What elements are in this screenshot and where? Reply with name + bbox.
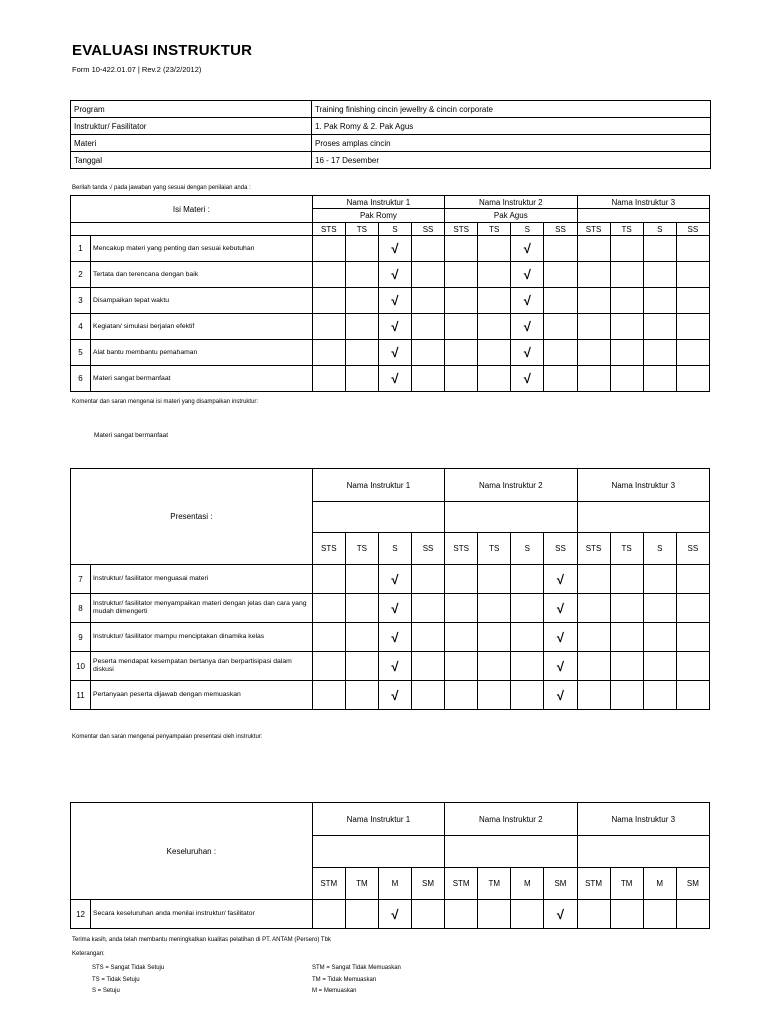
scale-header: SM — [544, 868, 577, 900]
rating-cell[interactable] — [511, 565, 544, 594]
instructor-2-header: Nama Instruktur 2 — [445, 803, 577, 836]
rating-cell[interactable] — [511, 652, 544, 681]
instructor-1-header: Nama Instruktur 1 — [312, 469, 444, 502]
scale-header: SS — [676, 223, 709, 236]
instructor-3-header: Nama Instruktur 3 — [577, 803, 710, 836]
rating-cell[interactable] — [511, 314, 544, 340]
rating-cell[interactable] — [312, 681, 345, 710]
rating-cell[interactable] — [676, 565, 709, 594]
rating-cell[interactable] — [445, 594, 478, 623]
rating-cell[interactable] — [643, 366, 676, 392]
item-number: 3 — [71, 288, 91, 314]
info-label: Program — [71, 101, 312, 118]
check-mark-icon: √ — [556, 687, 565, 703]
rating-cell[interactable] — [445, 366, 478, 392]
instructor-2-header: Nama Instruktur 2 — [445, 469, 577, 502]
check-mark-icon: √ — [391, 267, 399, 282]
item-row — [71, 288, 710, 314]
item-text: Kegiatan/ simulasi berjalan efektif — [91, 314, 313, 340]
rating-cell[interactable] — [643, 900, 676, 929]
check-mark-icon: √ — [523, 293, 531, 308]
rating-cell[interactable] — [312, 565, 345, 594]
rating-cell[interactable] — [577, 366, 610, 392]
rating-cell[interactable] — [478, 236, 511, 262]
rating-cell[interactable] — [445, 900, 478, 929]
scale-header: STS — [577, 533, 610, 565]
scale-header: SS — [412, 223, 445, 236]
rating-cell[interactable] — [378, 366, 411, 392]
item-text: Instruktur/ fasilitator mampu menciptakan dinamika kelas — [91, 623, 313, 652]
rating-cell[interactable] — [412, 681, 445, 710]
scale-header: TS — [610, 533, 643, 565]
rating-cell[interactable] — [511, 340, 544, 366]
scale-header: STM — [445, 868, 478, 900]
rating-cell[interactable] — [345, 288, 378, 314]
scale-header: STS — [577, 223, 610, 236]
scale-header: SS — [412, 533, 445, 565]
rating-cell[interactable] — [412, 623, 445, 652]
rating-cell[interactable] — [378, 314, 411, 340]
presentasi-table — [70, 468, 710, 710]
rating-cell[interactable] — [577, 288, 610, 314]
item-number: 2 — [71, 262, 91, 288]
legend-item: STS = Sangat Tidak Setuju — [92, 965, 165, 971]
check-mark-icon: √ — [523, 319, 531, 334]
rating-cell[interactable] — [643, 340, 676, 366]
rating-cell[interactable] — [511, 288, 544, 314]
rating-cell[interactable] — [445, 262, 478, 288]
check-mark-icon: √ — [523, 345, 531, 360]
rating-cell[interactable] — [478, 900, 511, 929]
rating-cell[interactable] — [676, 652, 709, 681]
rating-cell[interactable] — [511, 262, 544, 288]
rating-cell[interactable] — [312, 623, 345, 652]
rating-cell[interactable] — [312, 340, 345, 366]
check-mark-icon: √ — [556, 658, 565, 674]
rating-cell[interactable] — [445, 565, 478, 594]
rating-cell[interactable] — [577, 900, 610, 929]
rating-cell[interactable] — [511, 594, 544, 623]
check-mark-icon: √ — [391, 658, 399, 674]
rating-cell[interactable] — [676, 900, 709, 929]
scale-header: S — [511, 223, 544, 236]
form-code: Form 10-422.01.07 | Rev.2 (23/2/2012) — [72, 65, 202, 74]
scale-header: STS — [445, 533, 478, 565]
item-text: Alat bantu membantu pemahaman — [91, 340, 313, 366]
rating-cell[interactable] — [412, 594, 445, 623]
scale-header: TM — [610, 868, 643, 900]
check-mark-icon: √ — [391, 345, 399, 360]
scale-header: SM — [676, 868, 709, 900]
legend-left — [92, 963, 164, 998]
rating-cell[interactable] — [610, 366, 643, 392]
item-text: Instruktur/ fasilitator menguasai materi — [91, 565, 313, 594]
rating-cell[interactable] — [345, 652, 378, 681]
item-row — [71, 366, 710, 392]
check-mark-icon: √ — [391, 371, 399, 386]
rating-cell[interactable] — [577, 314, 610, 340]
instructor-1-name: Pak Romy — [312, 209, 444, 223]
rating-cell[interactable] — [544, 236, 577, 262]
thanks-text: Terima kasih, anda telah membantu meningkatkan kualitas pelatihan di PT. ANTAM (Persero) Tbk — [72, 937, 331, 943]
info-value: 16 - 17 Desember — [312, 152, 711, 169]
rating-cell[interactable] — [610, 623, 643, 652]
check-mark-icon: √ — [391, 319, 399, 334]
rating-cell[interactable] — [445, 314, 478, 340]
item-text: Tertata dan terencana dengan baik — [91, 262, 313, 288]
scale-header: S — [378, 533, 411, 565]
rating-cell[interactable] — [378, 565, 411, 594]
rating-cell[interactable] — [412, 314, 445, 340]
scale-header: STS — [312, 223, 345, 236]
rating-cell[interactable] — [345, 594, 378, 623]
section-heading: Keseluruhan : — [71, 803, 313, 900]
scale-header: S — [378, 223, 411, 236]
item-number: 6 — [71, 366, 91, 392]
rating-cell[interactable] — [312, 236, 345, 262]
instructor-3-header: Nama Instruktur 3 — [577, 469, 710, 502]
item-row — [71, 623, 710, 652]
rating-cell[interactable] — [643, 314, 676, 340]
section-heading: Presentasi : — [71, 469, 313, 565]
scale-header: TS — [478, 223, 511, 236]
rating-cell[interactable] — [610, 288, 643, 314]
rating-cell[interactable] — [544, 366, 577, 392]
instructor-2-header: Nama Instruktur 2 — [445, 196, 577, 209]
item-row — [71, 236, 710, 262]
rating-cell[interactable] — [676, 594, 709, 623]
info-value: 1. Pak Romy & 2. Pak Agus — [312, 118, 711, 135]
info-row-materi — [71, 135, 711, 152]
rating-cell[interactable] — [643, 288, 676, 314]
info-table — [70, 100, 711, 169]
rating-cell[interactable] — [478, 288, 511, 314]
rating-cell[interactable] — [312, 262, 345, 288]
rating-cell[interactable] — [412, 288, 445, 314]
rating-cell[interactable] — [544, 565, 577, 594]
rating-cell[interactable] — [577, 652, 610, 681]
item-number: 10 — [71, 652, 91, 681]
item-row — [71, 262, 710, 288]
rating-cell[interactable] — [544, 652, 577, 681]
check-mark-icon: √ — [391, 241, 399, 256]
item-row — [71, 900, 710, 929]
item-number: 11 — [71, 681, 91, 710]
isi-materi-table — [70, 195, 710, 392]
rating-cell[interactable] — [345, 366, 378, 392]
rating-cell[interactable] — [478, 262, 511, 288]
rating-cell[interactable] — [345, 900, 378, 929]
rating-cell[interactable] — [312, 594, 345, 623]
rating-cell[interactable] — [643, 681, 676, 710]
rating-cell[interactable] — [445, 288, 478, 314]
rating-cell[interactable] — [577, 681, 610, 710]
rating-cell[interactable] — [478, 652, 511, 681]
item-text: Mencakup materi yang penting dan sesuai kebutuhan — [91, 236, 313, 262]
rating-cell[interactable] — [478, 314, 511, 340]
info-row-tanggal — [71, 152, 711, 169]
item-number: 4 — [71, 314, 91, 340]
item-number: 8 — [71, 594, 91, 623]
rating-cell[interactable] — [412, 652, 445, 681]
scale-header: TM — [345, 868, 378, 900]
rating-cell[interactable] — [378, 262, 411, 288]
rating-cell[interactable] — [610, 900, 643, 929]
legend-item: M = Memuaskan — [312, 988, 357, 994]
rating-cell[interactable] — [445, 681, 478, 710]
rating-cell[interactable] — [643, 594, 676, 623]
rating-cell[interactable] — [643, 236, 676, 262]
rating-cell[interactable] — [378, 623, 411, 652]
rating-cell[interactable] — [544, 288, 577, 314]
scale-header: SS — [676, 533, 709, 565]
rating-cell[interactable] — [610, 314, 643, 340]
rating-cell[interactable] — [378, 652, 411, 681]
rating-cell[interactable] — [676, 681, 709, 710]
legend-item: STM = Sangat Tidak Memuaskan — [312, 965, 401, 971]
scale-header: STM — [577, 868, 610, 900]
item-text: Disampaikan tepat waktu — [91, 288, 313, 314]
rating-cell[interactable] — [478, 340, 511, 366]
rating-cell[interactable] — [312, 900, 345, 929]
rating-cell[interactable] — [544, 900, 577, 929]
rating-cell[interactable] — [544, 623, 577, 652]
rating-cell[interactable] — [378, 340, 411, 366]
instructor-3-name — [577, 209, 710, 223]
scale-header: TM — [478, 868, 511, 900]
rating-cell[interactable] — [577, 340, 610, 366]
rating-cell[interactable] — [544, 594, 577, 623]
check-mark-icon: √ — [523, 241, 531, 256]
item-text: Secara keseluruhan anda menilai instruktur/ fasilitator — [91, 900, 313, 929]
check-mark-icon: √ — [391, 629, 399, 645]
page-title: EVALUASI INSTRUKTUR — [72, 42, 253, 59]
rating-cell[interactable] — [643, 623, 676, 652]
rating-cell[interactable] — [676, 340, 709, 366]
rating-cell[interactable] — [412, 236, 445, 262]
scale-header: S — [511, 533, 544, 565]
rating-cell[interactable] — [312, 314, 345, 340]
item-row — [71, 652, 710, 681]
rating-cell[interactable] — [676, 288, 709, 314]
rating-cell[interactable] — [345, 314, 378, 340]
item-number: 5 — [71, 340, 91, 366]
rating-cell[interactable] — [610, 594, 643, 623]
scale-header: STS — [312, 533, 345, 565]
rating-cell[interactable] — [345, 565, 378, 594]
item-text: Peserta mendapat kesempatan bertanya dan berpartisipasi dalam diskusi — [91, 652, 313, 681]
check-mark-icon: √ — [391, 293, 399, 308]
check-mark-icon: √ — [523, 267, 531, 282]
check-mark-icon: √ — [391, 600, 399, 616]
rating-cell[interactable] — [378, 681, 411, 710]
rating-cell[interactable] — [478, 681, 511, 710]
scale-header: SM — [412, 868, 445, 900]
rating-cell[interactable] — [544, 314, 577, 340]
rating-cell[interactable] — [577, 565, 610, 594]
item-row — [71, 594, 710, 623]
rating-cell[interactable] — [378, 288, 411, 314]
rating-cell[interactable] — [511, 366, 544, 392]
scale-header: SS — [544, 533, 577, 565]
rating-cell[interactable] — [378, 900, 411, 929]
info-row-program — [71, 101, 711, 118]
rating-cell[interactable] — [577, 594, 610, 623]
legend-right — [312, 963, 401, 998]
check-mark-icon: √ — [556, 571, 565, 587]
instructor-1-header: Nama Instruktur 1 — [312, 803, 444, 836]
rating-cell[interactable] — [643, 565, 676, 594]
rating-cell[interactable] — [412, 366, 445, 392]
instructor-2-name: Pak Agus — [445, 209, 577, 223]
rating-cell[interactable] — [610, 681, 643, 710]
section-heading: Isi Materi : — [71, 196, 313, 223]
rating-cell[interactable] — [544, 681, 577, 710]
info-value: Training finishing cincin jewellry & cincin corporate — [312, 101, 711, 118]
legend-title: Keterangan: — [72, 951, 105, 957]
rating-cell[interactable] — [412, 262, 445, 288]
rating-cell[interactable] — [610, 262, 643, 288]
info-label: Instruktur/ Fasilitator — [71, 118, 312, 135]
rating-cell[interactable] — [412, 900, 445, 929]
rating-cell[interactable] — [345, 681, 378, 710]
scale-header: S — [643, 223, 676, 236]
rating-cell[interactable] — [610, 565, 643, 594]
scale-header: M — [643, 868, 676, 900]
rating-cell[interactable] — [445, 652, 478, 681]
item-text: Instruktur/ fasilitator menyampaikan materi dengan jelas dan cara yang mudah dimengerti — [91, 594, 313, 623]
item-row — [71, 681, 710, 710]
comment-value-1: Materi sangat bermanfaat — [94, 432, 169, 439]
item-text: Pertanyaan peserta dijawab dengan memuaskan — [91, 681, 313, 710]
instruction-text: Berilah tanda √ pada jawaban yang sesuai dengan penilaian anda : — [72, 185, 251, 191]
rating-cell[interactable] — [312, 366, 345, 392]
rating-cell[interactable] — [345, 236, 378, 262]
check-mark-icon: √ — [556, 906, 565, 922]
rating-cell[interactable] — [544, 340, 577, 366]
item-text: Materi sangat bermanfaat — [91, 366, 313, 392]
scale-header: STM — [312, 868, 345, 900]
rating-cell[interactable] — [445, 236, 478, 262]
rating-cell[interactable] — [676, 366, 709, 392]
rating-cell[interactable] — [643, 262, 676, 288]
legend-item: TM = Tidak Memuaskan — [312, 976, 377, 983]
info-label: Materi — [71, 135, 312, 152]
scale-header: TS — [610, 223, 643, 236]
rating-cell[interactable] — [610, 652, 643, 681]
rating-cell[interactable] — [511, 623, 544, 652]
instructor-3-header: Nama Instruktur 3 — [577, 196, 710, 209]
rating-cell[interactable] — [676, 236, 709, 262]
rating-cell[interactable] — [544, 262, 577, 288]
check-mark-icon: √ — [391, 906, 399, 922]
item-number: 12 — [71, 900, 91, 929]
rating-cell[interactable] — [511, 236, 544, 262]
comment-label-2: Komentar dan saran mengenai penyampaian presentasi oleh instruktur: — [72, 734, 263, 740]
rating-cell[interactable] — [676, 623, 709, 652]
rating-cell[interactable] — [577, 262, 610, 288]
instructor-1-header: Nama Instruktur 1 — [312, 196, 444, 209]
rating-cell[interactable] — [643, 652, 676, 681]
rating-cell[interactable] — [577, 623, 610, 652]
rating-cell[interactable] — [345, 262, 378, 288]
scale-header: TS — [478, 533, 511, 565]
rating-cell[interactable] — [345, 340, 378, 366]
item-number: 9 — [71, 623, 91, 652]
rating-cell[interactable] — [445, 623, 478, 652]
rating-cell[interactable] — [312, 652, 345, 681]
scale-header: TS — [345, 533, 378, 565]
check-mark-icon: √ — [556, 600, 565, 616]
rating-cell[interactable] — [378, 236, 411, 262]
scale-header: SS — [544, 223, 577, 236]
item-number: 1 — [71, 236, 91, 262]
info-value: Proses amplas cincin — [312, 135, 711, 152]
item-row — [71, 340, 710, 366]
scale-header: TS — [345, 223, 378, 236]
check-mark-icon: √ — [556, 629, 565, 645]
scale-header: S — [643, 533, 676, 565]
item-row — [71, 314, 710, 340]
rating-cell[interactable] — [511, 681, 544, 710]
rating-cell[interactable] — [445, 340, 478, 366]
keseluruhan-table — [70, 802, 710, 929]
check-mark-icon: √ — [391, 571, 399, 587]
check-mark-icon: √ — [391, 687, 399, 703]
check-mark-icon: √ — [523, 371, 531, 386]
rating-cell[interactable] — [312, 288, 345, 314]
item-row — [71, 565, 710, 594]
rating-cell[interactable] — [378, 594, 411, 623]
rating-cell[interactable] — [577, 236, 610, 262]
rating-cell[interactable] — [478, 565, 511, 594]
rating-cell[interactable] — [610, 236, 643, 262]
legend-item: TS = Tidak Setuju — [92, 976, 140, 983]
rating-cell[interactable] — [345, 623, 378, 652]
rating-cell[interactable] — [478, 594, 511, 623]
rating-cell[interactable] — [610, 340, 643, 366]
rating-cell[interactable] — [676, 262, 709, 288]
rating-cell[interactable] — [478, 366, 511, 392]
rating-cell[interactable] — [676, 314, 709, 340]
legend-item: S = Setuju — [92, 988, 120, 994]
comment-label-1: Komentar dan saran mengenai isi materi yang disampaikan instruktur: — [72, 399, 259, 405]
rating-cell[interactable] — [511, 900, 544, 929]
scale-header: STS — [445, 223, 478, 236]
scale-header: M — [511, 868, 544, 900]
rating-cell[interactable] — [412, 340, 445, 366]
item-number: 7 — [71, 565, 91, 594]
info-label: Tanggal — [71, 152, 312, 169]
rating-cell[interactable] — [478, 623, 511, 652]
scale-header: M — [378, 868, 411, 900]
rating-cell[interactable] — [412, 565, 445, 594]
info-row-instruktur — [71, 118, 711, 135]
